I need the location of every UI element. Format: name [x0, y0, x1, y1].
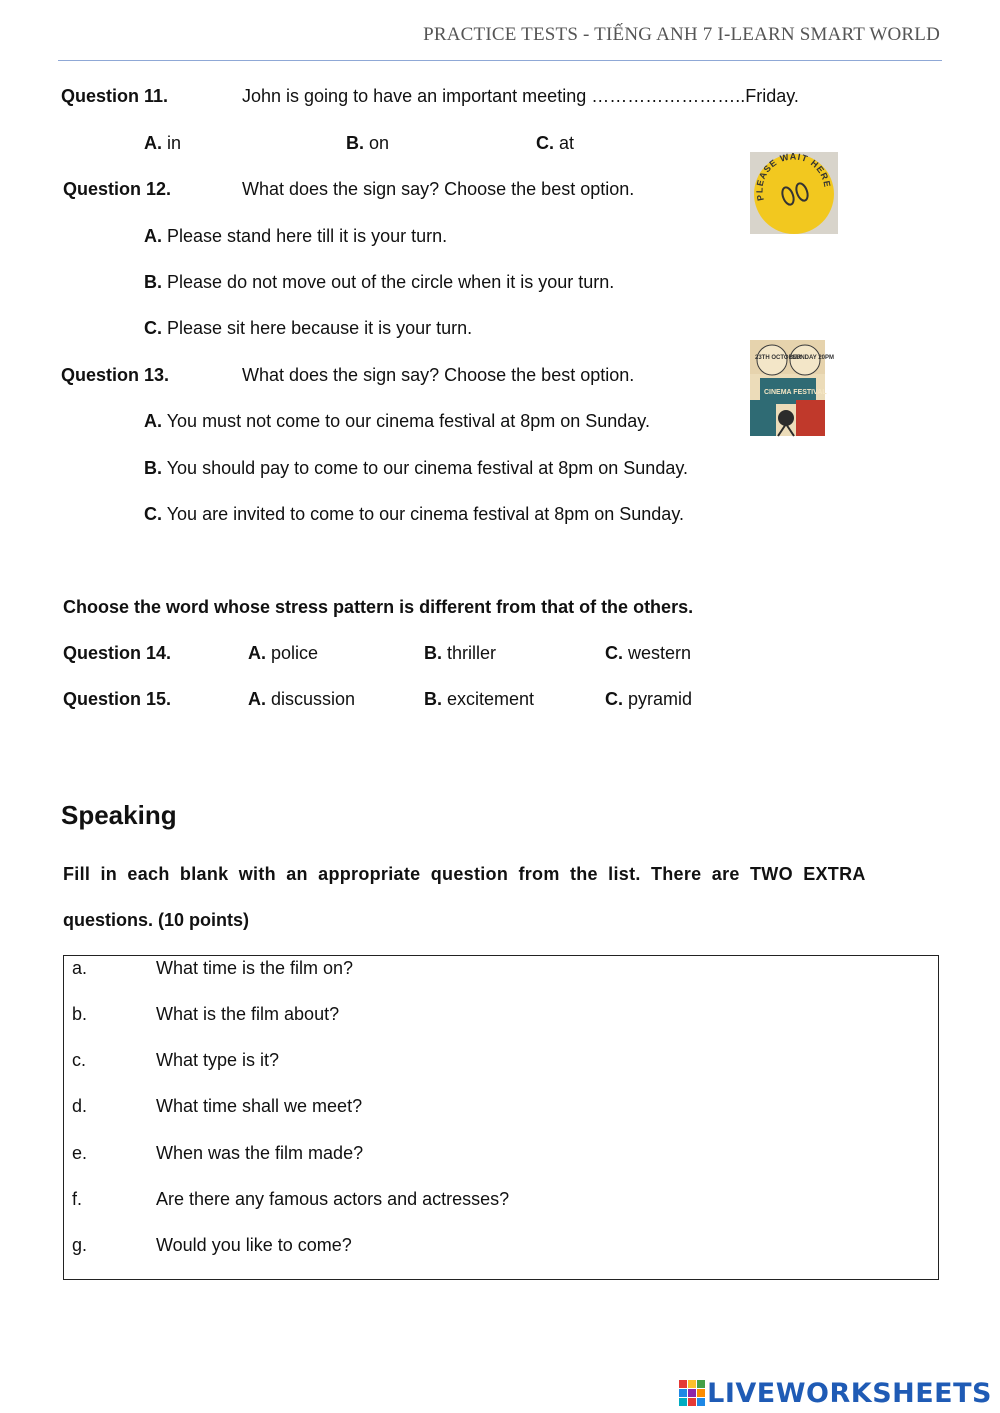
poster-time: SUNDAY 20PM: [792, 355, 835, 361]
question-13-option-a[interactable]: A. You must not come to our cinema festival at 8pm on Sunday.: [144, 411, 650, 431]
question-list-item-a: a. What time is the film on?: [72, 958, 354, 978]
question-12-option-c[interactable]: C. Please sit here because it is your turn.: [144, 318, 473, 338]
question-12-text: What does the sign say? Choose the best option.: [242, 179, 635, 199]
question-15-option-b[interactable]: B. excitement: [424, 689, 535, 709]
liveworksheets-logo-text: LIVEWORKSHEETS: [707, 1377, 992, 1409]
question-11-text: John is going to have an important meeting ……………………..Friday.: [242, 86, 799, 106]
question-14-label: Question 14.: [63, 643, 172, 663]
question-15-option-a[interactable]: A. discussion: [248, 689, 356, 709]
question-14-option-a[interactable]: A. police: [248, 643, 319, 663]
question-11-label: Question 11.: [61, 86, 169, 106]
question-list-item-g: g. Would you like to come?: [72, 1235, 352, 1255]
question-12-label: Question 12.: [63, 179, 172, 199]
question-list-item-b: b. What is the film about?: [72, 1004, 340, 1024]
question-11-option-b[interactable]: B. on: [346, 133, 390, 153]
liveworksheets-logo-icon: [679, 1380, 705, 1406]
question-list-item-c: c. What type is it?: [72, 1050, 280, 1070]
question-14-option-c[interactable]: C. western: [605, 643, 692, 663]
question-list-box: [63, 955, 939, 1280]
question-list-item-d: d. What time shall we meet?: [72, 1096, 363, 1116]
question-list-item-f: f. Are there any famous actors and actresses?: [72, 1189, 510, 1209]
question-13-text: What does the sign say? Choose the best option.: [242, 365, 635, 385]
question-12-option-b[interactable]: B. Please do not move out of the circle when it is your turn.: [144, 272, 615, 292]
header-divider: [58, 60, 942, 61]
question-list-item-e: e. When was the film made?: [72, 1143, 364, 1163]
stress-instruction: Choose the word whose stress pattern is different from that of the others.: [63, 597, 694, 617]
poster-title: CINEMA FESTIVAL: [764, 389, 827, 396]
question-15-label: Question 15.: [63, 689, 172, 709]
cinema-festival-poster-image: [750, 340, 835, 436]
question-13-option-b[interactable]: B. You should pay to come to our cinema festival at 8pm on Sunday.: [144, 458, 689, 478]
speaking-instruction-line-2: questions. (10 points): [63, 910, 250, 930]
question-12-option-a[interactable]: A. Please stand here till it is your turn.: [144, 226, 448, 246]
question-11-option-c[interactable]: C. at: [536, 133, 575, 153]
question-15-option-c[interactable]: C. pyramid: [605, 689, 693, 709]
speaking-instruction-line-1: Fill in each blank with an appropriate question from the list. There are TWO EXTRA: [63, 864, 866, 884]
please-wait-here-sign-image: [750, 152, 838, 234]
sign-wait-text: PLEASE WAIT HERE: [754, 152, 833, 202]
question-11-option-a[interactable]: A. in: [144, 133, 182, 153]
question-13-label: Question 13.: [61, 365, 170, 385]
speaking-section-title: Speaking: [61, 800, 177, 830]
liveworksheets-logo: [679, 1377, 992, 1409]
question-13-option-c[interactable]: C. You are invited to come to our cinema festival at 8pm on Sunday.: [144, 504, 684, 524]
poster-date: 23TH OCTOBER: [755, 355, 802, 361]
page-header-title: PRACTICE TESTS - TIẾNG ANH 7 I-LEARN SMART WORLD: [423, 24, 940, 45]
question-14-option-b[interactable]: B. thriller: [424, 643, 497, 663]
